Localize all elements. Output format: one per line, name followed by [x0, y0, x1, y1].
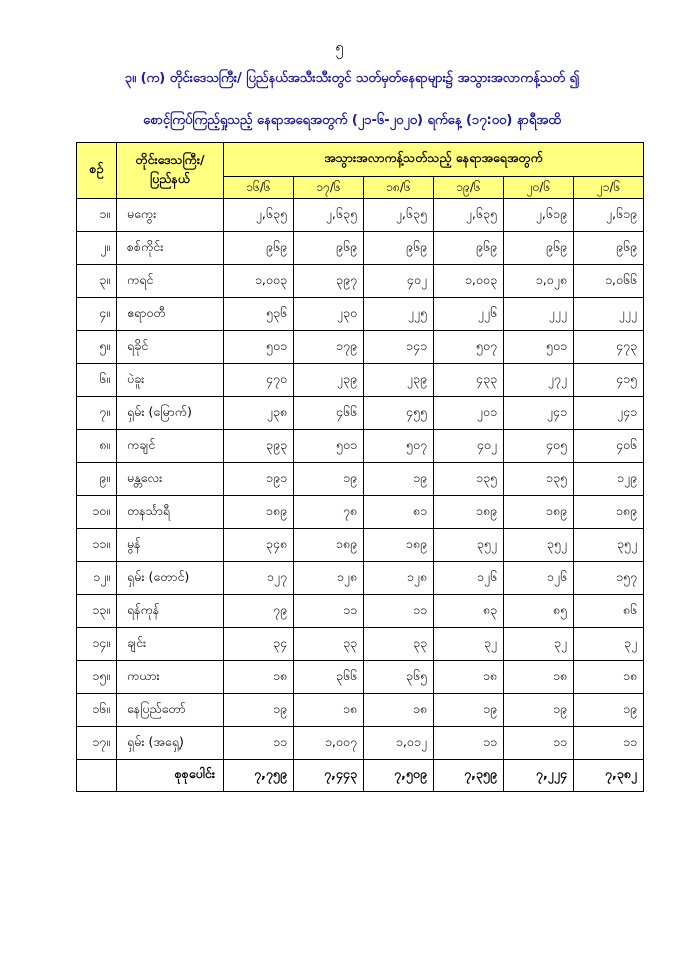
- row-region: ကယား: [117, 661, 224, 694]
- row-serial: ၁၇။: [77, 727, 117, 760]
- total-value: ၇,၃၅၉: [434, 760, 504, 792]
- row-value: ၁၉: [574, 694, 644, 727]
- row-value: ၁,၀၁၂: [364, 727, 434, 760]
- row-value: ၁၂၈: [294, 562, 364, 595]
- row-serial: ၁၄။: [77, 628, 117, 661]
- row-value: ၃၉၃: [224, 430, 294, 463]
- table-row: [77, 529, 644, 562]
- row-region: ဧရာဝတီ: [117, 298, 224, 331]
- row-value: ၁၈၉: [224, 496, 294, 529]
- row-value: ၁၈၉: [294, 529, 364, 562]
- row-value: ၅၀၁: [224, 331, 294, 364]
- row-value: ၁,၀၀၇: [294, 727, 364, 760]
- row-value: ၂၃၉: [294, 364, 364, 397]
- row-value: ၅၀၁: [294, 430, 364, 463]
- total-value: ၇,၅၀၉: [364, 760, 434, 792]
- row-value: ၂၄၁: [504, 397, 574, 430]
- row-region: ရှမ်း (အရှေ့): [117, 727, 224, 760]
- heading-line-2: စောင့်ကြပ်ကြည့်ရှုသည့် နေရာအရေအတွက် (၂၁-၆-၂၀၂၀) ရက်နေ့ (၁၇:၀၀) နာရီအထိ: [143, 113, 561, 128]
- row-value: ၉၆၉: [294, 232, 364, 265]
- row-serial: ၁။: [77, 199, 117, 232]
- row-value: ၁၂၆: [504, 562, 574, 595]
- row-value: ၂၀၁: [434, 397, 504, 430]
- row-value: ၁၂၉: [574, 463, 644, 496]
- total-blank: [77, 760, 117, 792]
- row-value: ၉၆၉: [224, 232, 294, 265]
- row-value: ၅၀၇: [434, 331, 504, 364]
- row-value: ၂,၆၃၅: [364, 199, 434, 232]
- table-row: [77, 562, 644, 595]
- row-value: ၂၄၁: [574, 397, 644, 430]
- row-region: ရခိုင်: [117, 331, 224, 364]
- row-value: ၁၉: [364, 463, 434, 496]
- row-region: ချင်း: [117, 628, 224, 661]
- row-serial: ၁၃။: [77, 595, 117, 628]
- row-value: ၂၂၆: [434, 298, 504, 331]
- row-value: ၁၁: [434, 727, 504, 760]
- table-row: [77, 430, 644, 463]
- row-region: တနင်္သာရီ: [117, 496, 224, 529]
- row-value: ၇၈: [294, 496, 364, 529]
- row-value: ၁၂၆: [434, 562, 504, 595]
- total-value: ၇,၇၅၉: [224, 760, 294, 792]
- row-value: ၂၃၉: [364, 364, 434, 397]
- row-serial: ၄။: [77, 298, 117, 331]
- row-value: ၄၀၂: [364, 265, 434, 298]
- row-region: မန္တလေး: [117, 463, 224, 496]
- row-value: ၁၉၁: [224, 463, 294, 496]
- table-row: [77, 694, 644, 727]
- row-serial: ၁၆။: [77, 694, 117, 727]
- row-value: ၁,၀၆၆: [574, 265, 644, 298]
- row-value: ၄၀၅: [504, 430, 574, 463]
- row-value: ၃၆၆: [294, 661, 364, 694]
- row-value: ၃၂: [504, 628, 574, 661]
- row-value: ၈၁: [364, 496, 434, 529]
- row-value: ၂၃၀: [294, 298, 364, 331]
- row-region: မွန်: [117, 529, 224, 562]
- row-value: ၂၂၂: [504, 298, 574, 331]
- row-value: ၁၈: [504, 661, 574, 694]
- table-row: [77, 199, 644, 232]
- row-value: ၉၆၉: [504, 232, 574, 265]
- row-value: ၃၄၈: [224, 529, 294, 562]
- row-value: ၁၁: [364, 595, 434, 628]
- row-value: ၃၉၇: [294, 265, 364, 298]
- row-value: ၄၃၃: [434, 364, 504, 397]
- row-value: ၄၇၃: [574, 331, 644, 364]
- row-region: ရန်ကုန်: [117, 595, 224, 628]
- total-value: ၇,၄၄၃: [294, 760, 364, 792]
- row-value: ၁၁: [574, 727, 644, 760]
- row-region: နေပြည်တော်: [117, 694, 224, 727]
- table-row: [77, 331, 644, 364]
- table-row: [77, 496, 644, 529]
- header-date: ၁၆/၆: [224, 177, 294, 199]
- row-serial: ၁၅။: [77, 661, 117, 694]
- row-value: ၁၉: [224, 694, 294, 727]
- table-row: [77, 232, 644, 265]
- row-value: ၈၅: [504, 595, 574, 628]
- heading-line-1: ၃။ (က) တိုင်းဒေသကြီး/ ပြည်နယ်အသီးသီးတွင် သတ်မှတ်နေရာများ၌ အသွားအလာကန့်သတ် ၍: [124, 71, 580, 86]
- row-value: ၁၈၉: [434, 496, 504, 529]
- row-value: ၅၀၇: [364, 430, 434, 463]
- row-serial: ၈။: [77, 430, 117, 463]
- row-value: ၁၉: [294, 463, 364, 496]
- table-row: [77, 298, 644, 331]
- row-value: ၂,၆၁၉: [574, 199, 644, 232]
- row-value: ၄၀၂: [434, 430, 504, 463]
- row-region: ရှမ်း (တောင်): [117, 562, 224, 595]
- row-value: ၁,၀၂၈: [504, 265, 574, 298]
- header-date: ၂၁/၆: [574, 177, 644, 199]
- row-value: ၁၂၇: [224, 562, 294, 595]
- row-value: ၃၅၂: [574, 529, 644, 562]
- row-value: ၃၂: [574, 628, 644, 661]
- row-value: ၁၄၁: [364, 331, 434, 364]
- header-region: တိုင်းဒေသကြီး/ ပြည်နယ်: [117, 143, 224, 199]
- row-value: ၄၆၆: [294, 397, 364, 430]
- row-value: ၁၁: [224, 727, 294, 760]
- row-value: ၃၃: [294, 628, 364, 661]
- row-value: ၂၂၅: [364, 298, 434, 331]
- row-value: ၃၃: [364, 628, 434, 661]
- row-value: ၂,၆၃၅: [224, 199, 294, 232]
- row-value: ၁,၀၀၃: [224, 265, 294, 298]
- row-serial: ၅။: [77, 331, 117, 364]
- row-value: ၁,၀၀၃: [434, 265, 504, 298]
- row-value: ၁၉: [434, 694, 504, 727]
- header-date: ၂၀/၆: [504, 177, 574, 199]
- row-value: ၃၄: [224, 628, 294, 661]
- row-value: ၁၈: [434, 661, 504, 694]
- row-value: ၁၈၉: [574, 496, 644, 529]
- row-region: မကွေး: [117, 199, 224, 232]
- table-row: [77, 595, 644, 628]
- row-serial: ၁၂။: [77, 562, 117, 595]
- row-value: ၃၆၅: [364, 661, 434, 694]
- header-serial: စဉ်: [77, 143, 117, 199]
- row-value: ၉၆၉: [574, 232, 644, 265]
- header-date: ၁၇/၆: [294, 177, 364, 199]
- header-group: အသွားအလာကန့်သတ်သည့် နေရာအရေအတွက်: [224, 143, 644, 177]
- row-region: ကရင်: [117, 265, 224, 298]
- table-row: [77, 628, 644, 661]
- table-row: [77, 727, 644, 760]
- row-serial: ၇။: [77, 397, 117, 430]
- row-value: ၁၇၉: [294, 331, 364, 364]
- row-value: ၅၃၆: [224, 298, 294, 331]
- row-value: ၃၅၂: [434, 529, 504, 562]
- row-value: ၁၂၈: [364, 562, 434, 595]
- row-value: ၁၈: [364, 694, 434, 727]
- row-value: ၂၃၈: [224, 397, 294, 430]
- table-row: [77, 265, 644, 298]
- row-value: ၁၅၇: [574, 562, 644, 595]
- table-row: [77, 397, 644, 430]
- row-value: ၂,၆၃၅: [294, 199, 364, 232]
- table-row: [77, 463, 644, 496]
- row-value: ၄၅၅: [364, 397, 434, 430]
- page-number: ၅: [335, 38, 344, 56]
- row-value: ၁၈၉: [364, 529, 434, 562]
- row-value: ၁၈၉: [504, 496, 574, 529]
- row-value: ၁၉: [504, 694, 574, 727]
- row-value: ၂,၆၁၉: [504, 199, 574, 232]
- row-value: ၄၁၅: [574, 364, 644, 397]
- row-value: ၁၃၅: [504, 463, 574, 496]
- row-region: ပဲခူး: [117, 364, 224, 397]
- restricted-areas-table: [76, 142, 644, 792]
- row-value: ၂,၆၃၅: [434, 199, 504, 232]
- total-value: ၇,၂၂၄: [504, 760, 574, 792]
- row-value: ၈၆: [574, 595, 644, 628]
- row-value: ၁၃၅: [434, 463, 504, 496]
- row-region: စစ်ကိုင်း: [117, 232, 224, 265]
- row-serial: ၁၀။: [77, 496, 117, 529]
- row-serial: ၃။: [77, 265, 117, 298]
- row-serial: ၉။: [77, 463, 117, 496]
- row-value: ၉၆၉: [434, 232, 504, 265]
- row-region: ရှမ်း (မြောက်): [117, 397, 224, 430]
- row-value: ၁၈: [294, 694, 364, 727]
- row-value: ၇၉: [224, 595, 294, 628]
- row-value: ၄၇၀: [224, 364, 294, 397]
- row-region: ကချင်: [117, 430, 224, 463]
- row-value: ၈၃: [434, 595, 504, 628]
- row-value: ၅၀၁: [504, 331, 574, 364]
- row-value: ၁၁: [504, 727, 574, 760]
- row-value: ၁၁: [294, 595, 364, 628]
- row-serial: ၂။: [77, 232, 117, 265]
- row-value: ၉၆၉: [364, 232, 434, 265]
- row-value: ၄၀၆: [574, 430, 644, 463]
- row-serial: ၆။: [77, 364, 117, 397]
- total-value: ၇,၃၈၂: [574, 760, 644, 792]
- row-value: ၂၂၂: [574, 298, 644, 331]
- table-row: [77, 364, 644, 397]
- row-value: ၃၂: [434, 628, 504, 661]
- row-value: ၁၈: [224, 661, 294, 694]
- row-value: ၃၅၂: [504, 529, 574, 562]
- total-row: [77, 760, 644, 792]
- row-value: ၁၈: [574, 661, 644, 694]
- row-serial: ၁၁။: [77, 529, 117, 562]
- header-date: ၁၈/၆: [364, 177, 434, 199]
- header-date: ၁၉/၆: [434, 177, 504, 199]
- table-row: [77, 661, 644, 694]
- total-label: စုစုပေါင်း: [117, 760, 224, 792]
- row-value: ၂၇၂: [504, 364, 574, 397]
